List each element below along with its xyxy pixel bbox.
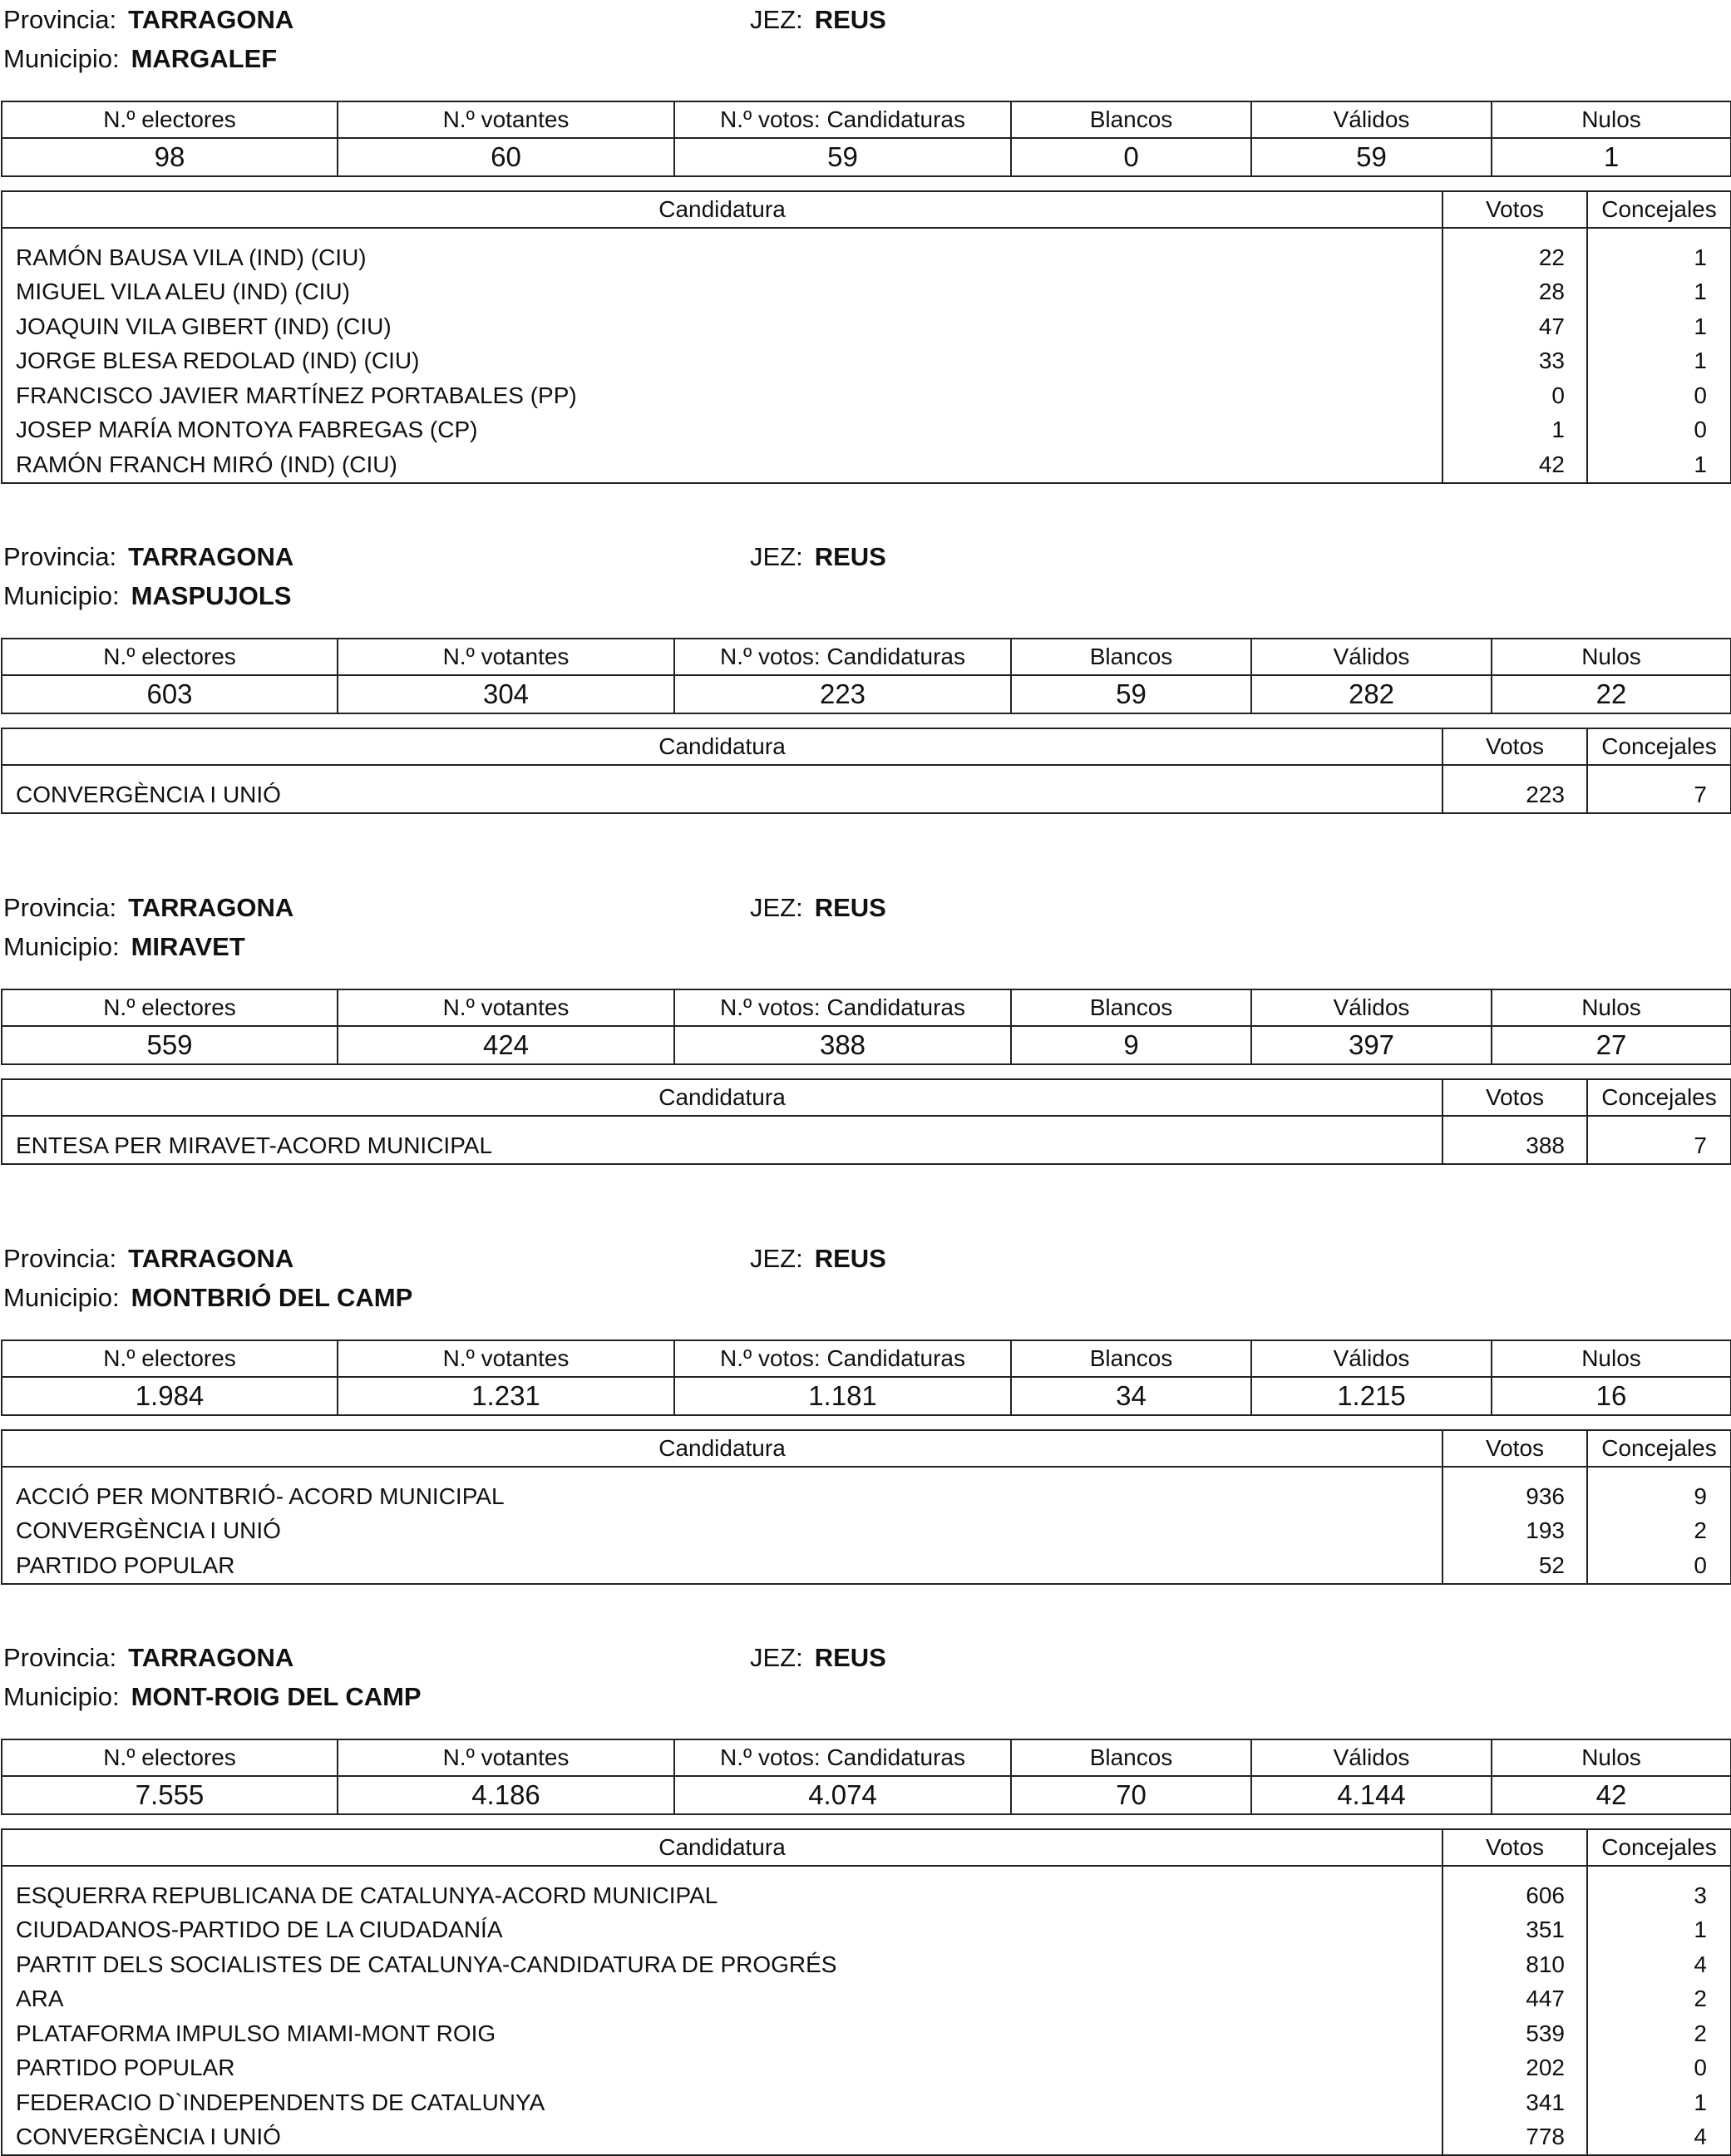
votantes-header: N.º votantes xyxy=(338,101,674,138)
candidatura-name: FRANCISCO JAVIER MARTÍNEZ PORTABALES (PP) xyxy=(2,378,1442,413)
nulos-header: Nulos xyxy=(1492,1739,1731,1776)
candidatura-concejales: 7 xyxy=(1587,765,1731,813)
candidatura-concejales: 7 xyxy=(1587,1116,1731,1164)
municipio-line xyxy=(3,576,291,616)
stats-header-row xyxy=(2,639,1731,675)
candidatura-row xyxy=(2,1467,1731,1514)
jez-value: REUS xyxy=(814,1244,886,1273)
candidatura-name: PARTIDO POPULAR xyxy=(2,1548,1442,1584)
municipio-label: Municipio: xyxy=(3,44,120,73)
candidatura-name: CONVERGÈNCIA I UNIÓ xyxy=(2,765,1442,813)
stats-table xyxy=(1,101,1731,177)
jez-line xyxy=(750,0,886,40)
candidatura-row xyxy=(2,378,1731,413)
candidatura-votos: 0 xyxy=(1442,378,1587,413)
jez-value: REUS xyxy=(814,893,886,922)
validos-header: Válidos xyxy=(1251,1340,1492,1377)
candidatura-votos: 52 xyxy=(1442,1548,1587,1584)
candidatura-row xyxy=(2,2051,1731,2086)
electores-value: 7.555 xyxy=(2,1776,338,1814)
candidatura-row xyxy=(2,309,1731,344)
candidatura-votos: 606 xyxy=(1442,1866,1587,1913)
provincia-line xyxy=(3,1239,293,1279)
candidaturas-table xyxy=(1,1078,1731,1165)
votantes-value: 1.231 xyxy=(338,1377,674,1415)
candidatura-concejales: 1 xyxy=(1587,2085,1731,2120)
stats-table xyxy=(1,638,1731,714)
provincia-line xyxy=(3,0,293,40)
electores-header: N.º electores xyxy=(2,989,338,1026)
electores-value: 603 xyxy=(2,675,338,713)
votantes-value: 4.186 xyxy=(338,1776,674,1814)
candidatura-row xyxy=(2,2085,1731,2120)
concejales-header: Concejales xyxy=(1587,1430,1731,1467)
candidatura-votos: 447 xyxy=(1442,1982,1587,2017)
candidatura-row xyxy=(2,413,1731,448)
validos-value: 4.144 xyxy=(1251,1776,1492,1814)
votos-candidaturas-value: 1.181 xyxy=(674,1377,1011,1415)
candidatura-concejales: 0 xyxy=(1587,378,1731,413)
candidaturas-header-row xyxy=(2,191,1731,228)
candidatura-row xyxy=(2,1866,1731,1913)
municipio-line xyxy=(3,39,277,79)
provincia-value: TARRAGONA xyxy=(128,5,294,34)
stats-header-row xyxy=(2,989,1731,1026)
provincia-label: Provincia: xyxy=(3,1643,117,1672)
nulos-header: Nulos xyxy=(1492,101,1731,138)
validos-value: 397 xyxy=(1251,1026,1492,1064)
candidaturas-table xyxy=(1,728,1731,814)
jez-line xyxy=(750,1239,886,1279)
municipio-value: MARGALEF xyxy=(131,44,278,73)
nulos-header: Nulos xyxy=(1492,639,1731,675)
stats-values-row xyxy=(2,1377,1731,1415)
municipio-value: MASPUJOLS xyxy=(131,581,292,610)
stats-values-row xyxy=(2,1026,1731,1064)
municipio-line xyxy=(3,927,245,967)
votos-header: Votos xyxy=(1442,728,1587,765)
blancos-header: Blancos xyxy=(1011,1340,1251,1377)
nulos-value: 27 xyxy=(1492,1026,1731,1064)
validos-header: Válidos xyxy=(1251,101,1492,138)
jez-line xyxy=(750,537,886,577)
candidatura-name: RAMÓN BAUSA VILA (IND) (CIU) xyxy=(2,228,1442,275)
candidatura-concejales: 1 xyxy=(1587,1913,1731,1948)
municipio-label: Municipio: xyxy=(3,1283,120,1312)
candidatura-row xyxy=(2,344,1731,379)
candidatura-votos: 202 xyxy=(1442,2051,1587,2086)
candidatura-votos: 388 xyxy=(1442,1116,1587,1164)
candidatura-name: CIUDADANOS-PARTIDO DE LA CIUDADANÍA xyxy=(2,1913,1442,1948)
candidatura-name: RAMÓN FRANCH MIRÓ (IND) (CIU) xyxy=(2,447,1442,483)
municipio-label: Municipio: xyxy=(3,581,120,610)
votantes-value: 60 xyxy=(338,138,674,176)
validos-value: 59 xyxy=(1251,138,1492,176)
candidatura-votos: 193 xyxy=(1442,1514,1587,1549)
candidatura-votos: 936 xyxy=(1442,1467,1587,1514)
municipio-line xyxy=(3,1278,412,1318)
candidatura-votos: 42 xyxy=(1442,447,1587,483)
blancos-value: 9 xyxy=(1011,1026,1251,1064)
municipio-value: MONTBRIÓ DEL CAMP xyxy=(131,1283,413,1312)
blancos-header: Blancos xyxy=(1011,101,1251,138)
candidatura-concejales: 1 xyxy=(1587,447,1731,483)
electores-header: N.º electores xyxy=(2,1340,338,1377)
candidatura-name: FEDERACIO D`INDEPENDENTS DE CATALUNYA xyxy=(2,2085,1442,2120)
jez-label: JEZ: xyxy=(750,1244,803,1273)
electores-value: 559 xyxy=(2,1026,338,1064)
nulos-header: Nulos xyxy=(1492,1340,1731,1377)
blancos-value: 0 xyxy=(1011,138,1251,176)
votantes-header: N.º votantes xyxy=(338,639,674,675)
provincia-label: Provincia: xyxy=(3,5,117,34)
nulos-value: 16 xyxy=(1492,1377,1731,1415)
candidatura-votos: 810 xyxy=(1442,1947,1587,1982)
candidatura-row xyxy=(2,2016,1731,2051)
municipio-label: Municipio: xyxy=(3,1682,120,1711)
candidatura-name: PARTIT DELS SOCIALISTES DE CATALUNYA-CANDIDATURA DE PROGRÉS xyxy=(2,1947,1442,1982)
votos-header: Votos xyxy=(1442,1829,1587,1866)
candidatura-row xyxy=(2,1514,1731,1549)
electores-header: N.º electores xyxy=(2,101,338,138)
electores-header: N.º electores xyxy=(2,639,338,675)
candidatura-concejales: 4 xyxy=(1587,1947,1731,1982)
jez-label: JEZ: xyxy=(750,1643,803,1672)
candidatura-votos: 539 xyxy=(1442,2016,1587,2051)
candidatura-votos: 33 xyxy=(1442,344,1587,379)
provincia-label: Provincia: xyxy=(3,542,117,571)
provincia-value: TARRAGONA xyxy=(128,893,294,922)
candidatura-header: Candidatura xyxy=(2,1829,1442,1866)
validos-value: 282 xyxy=(1251,675,1492,713)
nulos-value: 22 xyxy=(1492,675,1731,713)
candidatura-header: Candidatura xyxy=(2,1079,1442,1116)
candidatura-votos: 778 xyxy=(1442,2120,1587,2156)
validos-header: Válidos xyxy=(1251,1739,1492,1776)
votantes-value: 424 xyxy=(338,1026,674,1064)
blancos-header: Blancos xyxy=(1011,1739,1251,1776)
provincia-value: TARRAGONA xyxy=(128,542,294,571)
jez-line xyxy=(750,1638,886,1678)
candidatura-name: PARTIDO POPULAR xyxy=(2,2051,1442,2086)
candidatura-name: ACCIÓ PER MONTBRIÓ- ACORD MUNICIPAL xyxy=(2,1467,1442,1514)
stats-values-row xyxy=(2,138,1731,176)
electores-value: 1.984 xyxy=(2,1377,338,1415)
candidatura-votos: 223 xyxy=(1442,765,1587,813)
stats-table xyxy=(1,1739,1731,1815)
candidatura-name: CONVERGÈNCIA I UNIÓ xyxy=(2,1514,1442,1549)
stats-header-row xyxy=(2,1739,1731,1776)
stats-values-row xyxy=(2,1776,1731,1814)
blancos-header: Blancos xyxy=(1011,989,1251,1026)
votantes-header: N.º votantes xyxy=(338,989,674,1026)
jez-line xyxy=(750,888,886,928)
municipio-line xyxy=(3,1677,422,1717)
votos-candidaturas-header: N.º votos: Candidaturas xyxy=(674,101,1011,138)
candidatura-name: ESQUERRA REPUBLICANA DE CATALUNYA-ACORD MUNICIPAL xyxy=(2,1866,1442,1913)
stats-table xyxy=(1,1339,1731,1416)
candidatura-votos: 22 xyxy=(1442,228,1587,275)
validos-header: Válidos xyxy=(1251,989,1492,1026)
candidatura-name: JOAQUIN VILA GIBERT (IND) (CIU) xyxy=(2,309,1442,344)
concejales-header: Concejales xyxy=(1587,191,1731,228)
validos-header: Válidos xyxy=(1251,639,1492,675)
candidatura-row xyxy=(2,1116,1731,1164)
candidaturas-header-row xyxy=(2,728,1731,765)
votos-candidaturas-value: 388 xyxy=(674,1026,1011,1064)
candidatura-concejales: 9 xyxy=(1587,1467,1731,1514)
candidatura-header: Candidatura xyxy=(2,1430,1442,1467)
candidatura-name: CONVERGÈNCIA I UNIÓ xyxy=(2,2120,1442,2156)
candidaturas-table xyxy=(1,1828,1731,2156)
candidaturas-header-row xyxy=(2,1430,1731,1467)
candidatura-concejales: 1 xyxy=(1587,228,1731,275)
provincia-line xyxy=(3,888,293,928)
municipio-value: MONT-ROIG DEL CAMP xyxy=(131,1682,422,1711)
candidatura-concejales: 0 xyxy=(1587,2051,1731,2086)
blancos-value: 59 xyxy=(1011,675,1251,713)
candidatura-row xyxy=(2,765,1731,813)
jez-value: REUS xyxy=(814,5,886,34)
candidatura-votos: 47 xyxy=(1442,309,1587,344)
candidatura-concejales: 0 xyxy=(1587,1548,1731,1584)
candidatura-concejales: 3 xyxy=(1587,1866,1731,1913)
provincia-label: Provincia: xyxy=(3,893,117,922)
candidatura-header: Candidatura xyxy=(2,191,1442,228)
candidatura-votos: 1 xyxy=(1442,413,1587,448)
blancos-header: Blancos xyxy=(1011,639,1251,675)
concejales-header: Concejales xyxy=(1587,1079,1731,1116)
candidatura-row xyxy=(2,1913,1731,1948)
candidaturas-table xyxy=(1,1429,1731,1585)
jez-label: JEZ: xyxy=(750,5,803,34)
candidaturas-table xyxy=(1,190,1731,484)
candidatura-concejales: 2 xyxy=(1587,1982,1731,2017)
candidatura-name: JOSEP MARÍA MONTOYA FABREGAS (CP) xyxy=(2,413,1442,448)
votantes-value: 304 xyxy=(338,675,674,713)
stats-header-row xyxy=(2,1340,1731,1377)
votos-header: Votos xyxy=(1442,191,1587,228)
provincia-line xyxy=(3,537,293,577)
candidatura-concejales: 0 xyxy=(1587,413,1731,448)
votos-candidaturas-header: N.º votos: Candidaturas xyxy=(674,1739,1011,1776)
votos-candidaturas-header: N.º votos: Candidaturas xyxy=(674,989,1011,1026)
nulos-header: Nulos xyxy=(1492,989,1731,1026)
stats-table xyxy=(1,989,1731,1065)
validos-value: 1.215 xyxy=(1251,1377,1492,1415)
candidatura-row xyxy=(2,2120,1731,2156)
votos-candidaturas-header: N.º votos: Candidaturas xyxy=(674,1340,1011,1377)
provincia-line xyxy=(3,1638,293,1678)
jez-label: JEZ: xyxy=(750,893,803,922)
candidatura-concejales: 1 xyxy=(1587,275,1731,310)
votos-candidaturas-value: 223 xyxy=(674,675,1011,713)
blancos-value: 34 xyxy=(1011,1377,1251,1415)
candidatura-concejales: 4 xyxy=(1587,2120,1731,2156)
votantes-header: N.º votantes xyxy=(338,1739,674,1776)
votos-candidaturas-value: 4.074 xyxy=(674,1776,1011,1814)
provincia-label: Provincia: xyxy=(3,1244,117,1273)
stats-header-row xyxy=(2,101,1731,138)
jez-value: REUS xyxy=(814,1643,886,1672)
votos-header: Votos xyxy=(1442,1079,1587,1116)
candidatura-votos: 341 xyxy=(1442,2085,1587,2120)
nulos-value: 1 xyxy=(1492,138,1731,176)
jez-value: REUS xyxy=(814,542,886,571)
concejales-header: Concejales xyxy=(1587,728,1731,765)
votantes-header: N.º votantes xyxy=(338,1340,674,1377)
votos-candidaturas-header: N.º votos: Candidaturas xyxy=(674,639,1011,675)
candidaturas-header-row xyxy=(2,1079,1731,1116)
candidatura-header: Candidatura xyxy=(2,728,1442,765)
nulos-value: 42 xyxy=(1492,1776,1731,1814)
votos-candidaturas-value: 59 xyxy=(674,138,1011,176)
jez-label: JEZ: xyxy=(750,542,803,571)
candidatura-concejales: 1 xyxy=(1587,309,1731,344)
municipio-label: Municipio: xyxy=(3,932,120,961)
concejales-header: Concejales xyxy=(1587,1829,1731,1866)
electores-header: N.º electores xyxy=(2,1739,338,1776)
candidatura-name: MIGUEL VILA ALEU (IND) (CIU) xyxy=(2,275,1442,310)
candidatura-votos: 351 xyxy=(1442,1913,1587,1948)
candidaturas-header-row xyxy=(2,1829,1731,1866)
blancos-value: 70 xyxy=(1011,1776,1251,1814)
candidatura-row xyxy=(2,275,1731,310)
provincia-value: TARRAGONA xyxy=(128,1244,294,1273)
candidatura-concejales: 1 xyxy=(1587,344,1731,379)
candidatura-concejales: 2 xyxy=(1587,1514,1731,1549)
candidatura-name: PLATAFORMA IMPULSO MIAMI-MONT ROIG xyxy=(2,2016,1442,2051)
electores-value: 98 xyxy=(2,138,338,176)
candidatura-name: ARA xyxy=(2,1982,1442,2017)
candidatura-row xyxy=(2,1947,1731,1982)
candidatura-name: JORGE BLESA REDOLAD (IND) (CIU) xyxy=(2,344,1442,379)
candidatura-row xyxy=(2,447,1731,483)
candidatura-votos: 28 xyxy=(1442,275,1587,310)
votos-header: Votos xyxy=(1442,1430,1587,1467)
candidatura-name: ENTESA PER MIRAVET-ACORD MUNICIPAL xyxy=(2,1116,1442,1164)
stats-values-row xyxy=(2,675,1731,713)
municipio-value: MIRAVET xyxy=(131,932,245,961)
candidatura-row xyxy=(2,1982,1731,2017)
provincia-value: TARRAGONA xyxy=(128,1643,294,1672)
candidatura-row xyxy=(2,1548,1731,1584)
candidatura-concejales: 2 xyxy=(1587,2016,1731,2051)
candidatura-row xyxy=(2,228,1731,275)
